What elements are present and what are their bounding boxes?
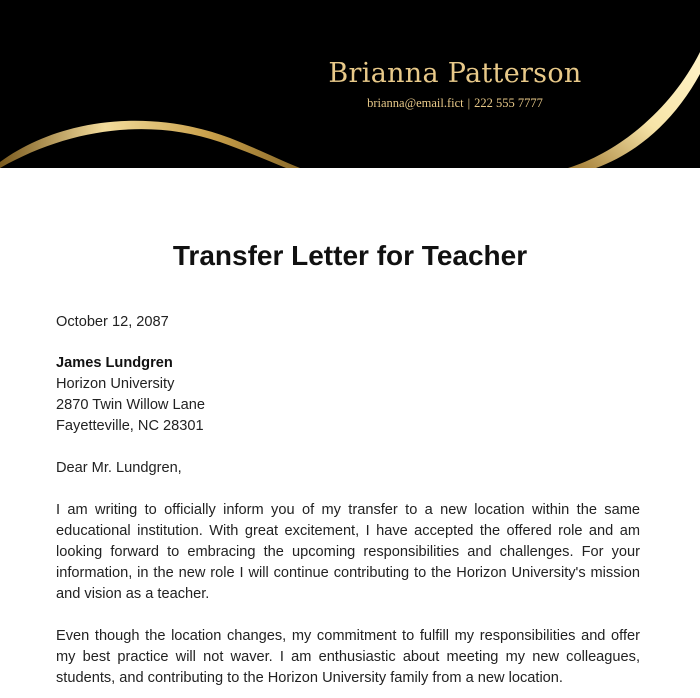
letter-date: October 12, 2087 [56, 314, 169, 330]
sender-contact [300, 96, 610, 111]
recipient-city-state-zip: Fayetteville, NC 28301 [56, 418, 204, 434]
left-gold-swoosh [0, 121, 300, 168]
sender-name: Brianna Patterson [328, 58, 582, 89]
sender-phone: 222 555 7777 [474, 96, 543, 110]
recipient-block [56, 353, 640, 437]
body-paragraph-2: Even though the location changes, my commitment to fulfill my responsibilities and offer my best practice will not waver. I am enthusiastic about meeting my new colleagues, students, and contributing to the Horizon University family from a new location. [56, 628, 640, 686]
recipient-organization: Horizon University [56, 376, 175, 392]
body-paragraph-1: I am writing to officially inform you of my transfer to a new location within the same educational institution. With great excitement, I have accepted the offered role and am looking forward to embracing the upcoming responsibilities and challenges. For your information, in the new role I will continue contributing to the Horizon University's mission and vision as a teacher. [56, 502, 640, 602]
salutation: Dear Mr. Lundgren, [56, 460, 182, 476]
recipient-name: James Lundgren [56, 355, 173, 371]
recipient-street: 2870 Twin Willow Lane [56, 397, 205, 413]
document-title: Transfer Letter for Teacher [172, 240, 528, 271]
sender-email: brianna@email.fict [367, 96, 464, 110]
letterhead-banner [0, 0, 700, 168]
contact-separator: | [467, 96, 471, 110]
